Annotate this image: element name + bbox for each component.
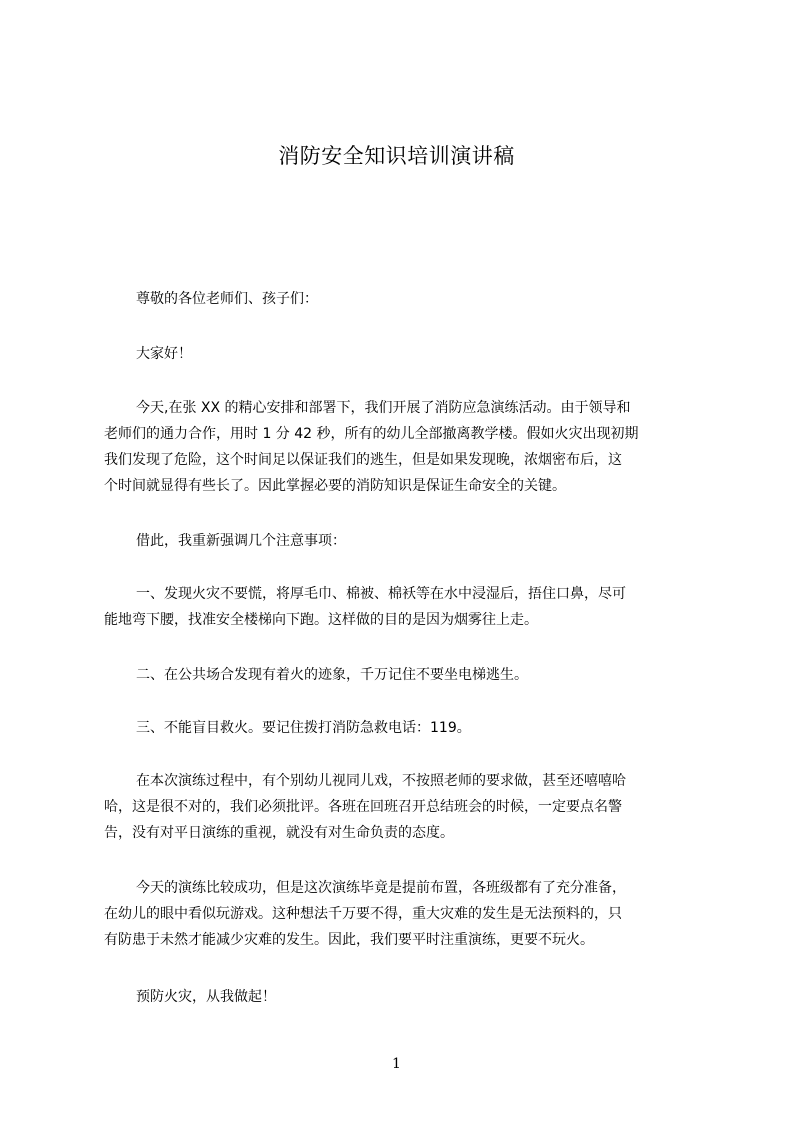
paragraph-line: 借此，我重新强调几个注意事项：	[136, 533, 346, 549]
paragraph-line: 预防火灾，从我做起！	[136, 989, 276, 1005]
paragraph-line: 二、在公共场合发现有着火的迹象，千万记住不要坐电梯逃生。	[136, 667, 528, 683]
paragraph-summary	[104, 875, 704, 953]
paragraph-line: 三、不能盲目救火。要记住拨打消防急救电话：119。	[136, 720, 471, 736]
paragraph-line: 个时间就显得有些长了。因此掌握必要的消防知识是保证生命安全的关键。	[104, 478, 566, 494]
paragraph-salutation	[104, 286, 704, 312]
paragraph-item-one	[104, 581, 704, 633]
paragraph-line: 大家好！	[136, 346, 192, 362]
document-title: 消防安全知识培训演讲稿	[278, 144, 515, 168]
paragraph-line: 在幼儿的眼中看似玩游戏。这种想法千万要不得，重大灾难的发生是无法预料的，只	[104, 906, 622, 922]
paragraph-line: 告，没有对平日演练的重视，就没有对生命负责的态度。	[104, 825, 454, 841]
paragraph-line: 有防患于未然才能减少灾难的发生。因此，我们要平时注重演练，更要不玩火。	[104, 932, 594, 948]
paragraph-line: 今天的演练比较成功，但是这次演练毕竟是提前布置，各班级都有了充分准备，	[136, 880, 626, 896]
paragraph-line: 能地弯下腰，找准安全楼梯向下跑。这样做的目的是因为烟雾往上走。	[104, 612, 538, 628]
paragraph-criticism	[104, 768, 704, 846]
paragraph-line: 今天,在张 XX 的精心安排和部署下，我们开展了消防应急演练活动。由于领导和	[136, 400, 631, 416]
paragraph-item-two	[104, 662, 704, 688]
paragraph-line: 老师们的通力合作，用时 1 分 42 秒，所有的幼儿全部撤离教学楼。假如火灾出现初期	[104, 426, 639, 442]
paragraph-line: 在本次演练过程中，有个别幼儿视同儿戏，不按照老师的要求做，甚至还嘻嘻哈	[136, 773, 626, 789]
paragraph-notice-intro	[104, 528, 704, 554]
paragraph-line: 尊敬的各位老师们、孩子们：	[136, 291, 318, 307]
paragraph-closing	[104, 984, 704, 1010]
paragraph-line: 我们发现了危险，这个时间足以保证我们的逃生，但是如果发现晚，浓烟密布后，这	[104, 452, 622, 468]
paragraph-line: 哈，这是很不对的，我们必须批评。各班在回班召开总结班会的时候，一定要点名警	[104, 799, 622, 815]
paragraph-greeting	[104, 341, 704, 367]
page-number: 1	[392, 1056, 401, 1072]
paragraph-item-three	[104, 715, 704, 741]
paragraph-line: 一、发现火灾不要慌，将厚毛巾、棉被、棉袄等在水中浸湿后，捂住口鼻，尽可	[136, 586, 626, 602]
paragraph-intro	[104, 395, 704, 499]
